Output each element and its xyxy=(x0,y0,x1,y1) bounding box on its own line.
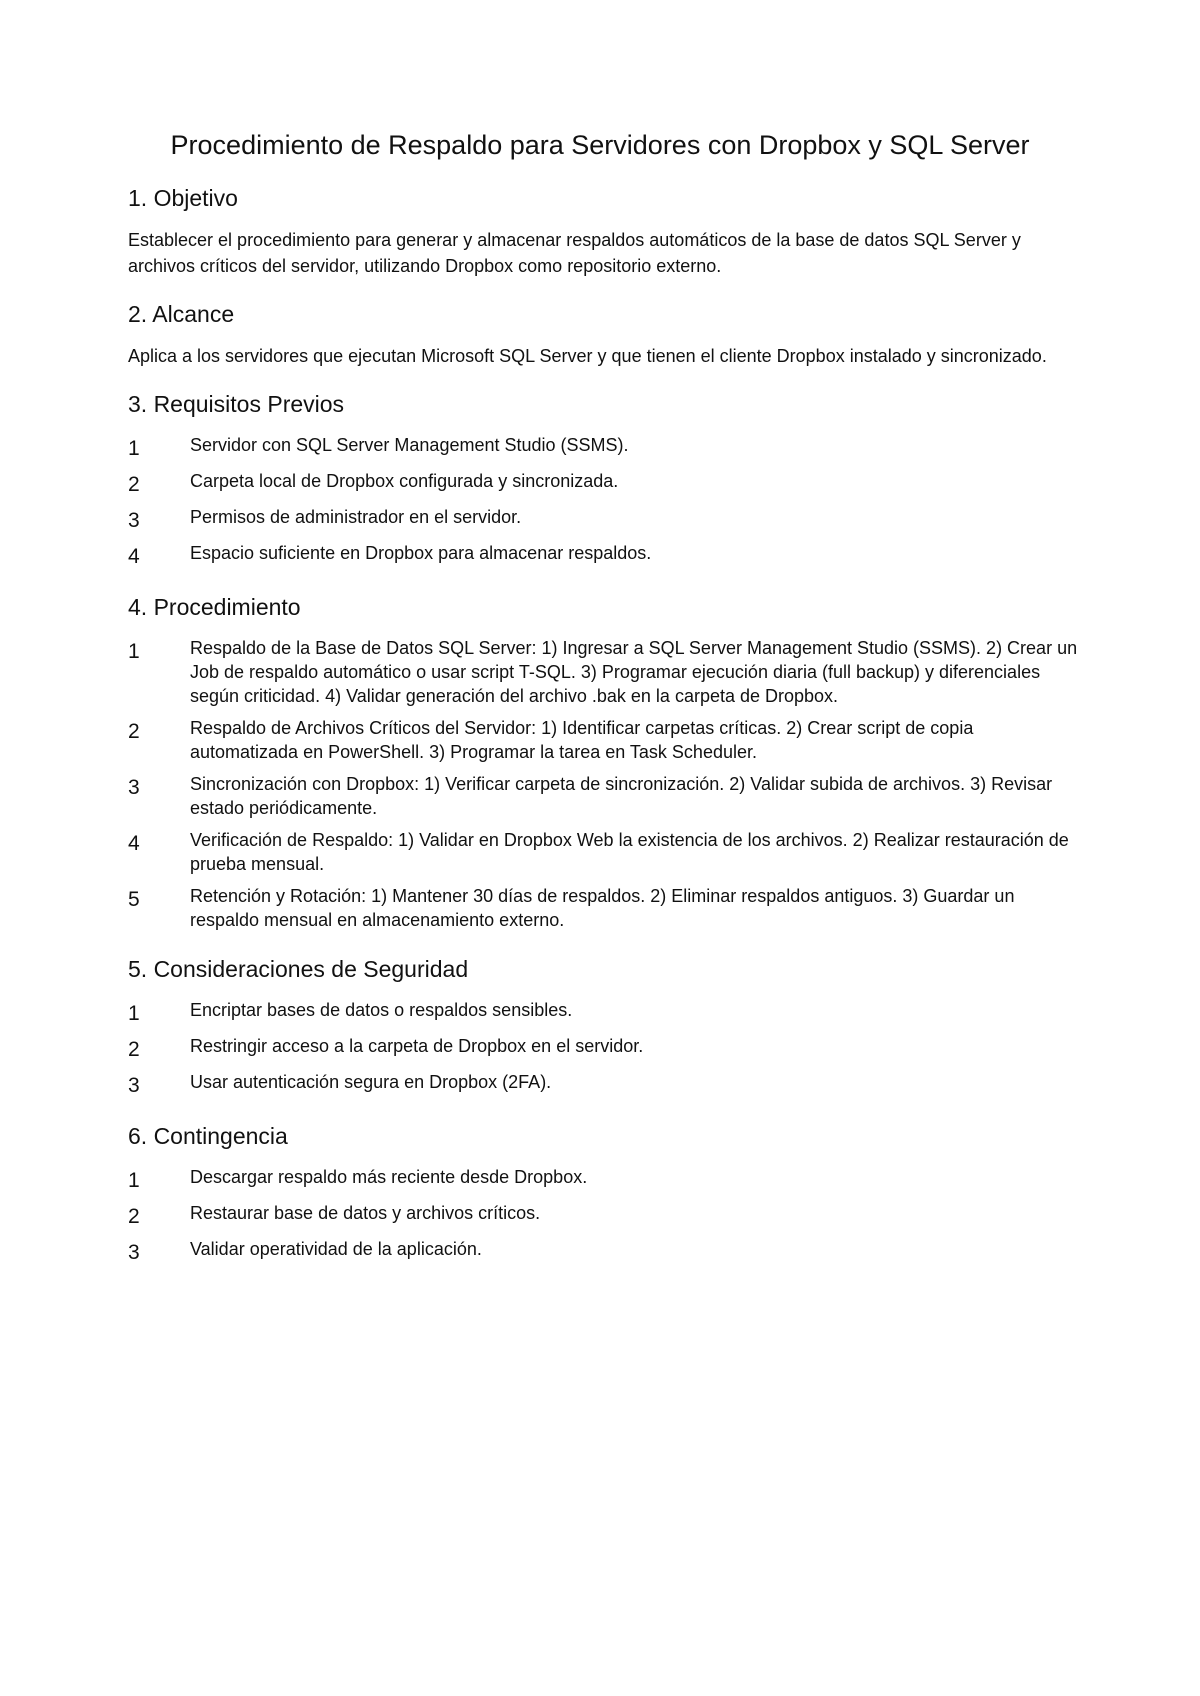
list-item-text: Respaldo de Archivos Críticos del Servidor: 1) Identificar carpetas críticas. 2) Crear script de copia automatizada en PowerShell. 3) Programar la tarea en Task Scheduler. xyxy=(190,718,974,762)
list-item-text: Sincronización con Dropbox: 1) Verificar carpeta de sincronización. 2) Validar subida de archivos. 3) Revisar estado periódicamente. xyxy=(190,774,1053,818)
list-item-number: 4 xyxy=(128,545,140,568)
list-item-number: 1 xyxy=(128,640,140,663)
list-item-text: Permisos de administrador en el servidor. xyxy=(190,507,522,527)
section-heading: 2. Alcance xyxy=(128,301,235,327)
list-item-number: 1 xyxy=(128,1169,140,1192)
section-seguridad xyxy=(128,954,1088,1099)
list-item xyxy=(128,433,1088,462)
section-heading: 6. Contingencia xyxy=(128,1123,288,1149)
list-item xyxy=(128,1201,1088,1230)
document-body xyxy=(128,183,1088,1288)
section-objetivo xyxy=(128,183,1088,279)
list-item xyxy=(128,469,1088,498)
numbered-list xyxy=(128,998,1088,1099)
section-contingencia xyxy=(128,1121,1088,1266)
numbered-list xyxy=(128,433,1088,570)
list-item-text: Carpeta local de Dropbox configurada y sincronizada. xyxy=(190,471,619,491)
list-item xyxy=(128,828,1088,876)
list-item xyxy=(128,505,1088,534)
list-item xyxy=(128,636,1088,708)
section-paragraph: Establecer el procedimiento para generar y almacenar respaldos automáticos de la base de datos SQL Server y archivos críticos del servidor, utilizando Dropbox como repositorio externo. xyxy=(128,230,1021,276)
list-item-number: 2 xyxy=(128,1205,140,1228)
section-heading: 3. Requisitos Previos xyxy=(128,391,345,417)
list-item xyxy=(128,541,1088,570)
list-item-text: Restaurar base de datos y archivos críticos. xyxy=(190,1203,541,1223)
list-item-number: 2 xyxy=(128,720,140,743)
section-procedimiento xyxy=(128,592,1088,932)
numbered-list xyxy=(128,1165,1088,1266)
list-item xyxy=(128,1237,1088,1266)
list-item-text: Servidor con SQL Server Management Studio (SSMS). xyxy=(190,435,629,455)
list-item-text: Descargar respaldo más reciente desde Dropbox. xyxy=(190,1167,588,1187)
list-item xyxy=(128,772,1088,820)
list-item-number: 3 xyxy=(128,1241,140,1264)
list-item xyxy=(128,1034,1088,1063)
section-alcance xyxy=(128,299,1088,369)
list-item xyxy=(128,716,1088,764)
section-heading: 1. Objetivo xyxy=(128,185,238,211)
list-item-number: 2 xyxy=(128,473,140,496)
list-item-number: 4 xyxy=(128,832,140,855)
list-item-number: 3 xyxy=(128,1074,140,1097)
list-item xyxy=(128,998,1088,1027)
section-paragraph: Aplica a los servidores que ejecutan Microsoft SQL Server y que tienen el cliente Dropbox instalado y sincronizado. xyxy=(128,346,1047,366)
list-item-text: Retención y Rotación: 1) Mantener 30 días de respaldos. 2) Eliminar respaldos antiguos. 3) Guardar un respaldo mensual en almacenamiento externo. xyxy=(190,886,1015,930)
list-item-text: Encriptar bases de datos o respaldos sensibles. xyxy=(190,1000,573,1020)
section-heading: 4. Procedimiento xyxy=(128,594,301,620)
list-item xyxy=(128,1165,1088,1194)
list-item-text: Espacio suficiente en Dropbox para almacenar respaldos. xyxy=(190,543,652,563)
list-item xyxy=(128,1070,1088,1099)
list-item-number: 3 xyxy=(128,509,140,532)
list-item-number: 1 xyxy=(128,437,140,460)
list-item-text: Verificación de Respaldo: 1) Validar en Dropbox Web la existencia de los archivos. 2) Realizar restauración de prueba mensual. xyxy=(190,830,1069,874)
list-item-number: 1 xyxy=(128,1002,140,1025)
list-item-number: 3 xyxy=(128,776,140,799)
section-requisitos xyxy=(128,389,1088,570)
list-item-text: Respaldo de la Base de Datos SQL Server: 1) Ingresar a SQL Server Management Studio (SSMS). 2) Crear un Job de respaldo automático o usar script T-SQL. 3) Programar ejecución diaria (full backup) y diferenciales según criticidad. 4) Validar generación del archivo .bak en la carpeta de Dropbox. xyxy=(190,638,1078,706)
list-item-text: Usar autenticación segura en Dropbox (2FA). xyxy=(190,1072,552,1092)
section-heading: 5. Consideraciones de Seguridad xyxy=(128,956,469,982)
list-item-number: 2 xyxy=(128,1038,140,1061)
list-item-text: Validar operatividad de la aplicación. xyxy=(190,1239,482,1259)
list-item xyxy=(128,884,1088,932)
list-item-number: 5 xyxy=(128,888,140,911)
numbered-list xyxy=(128,636,1088,932)
document-title: Procedimiento de Respaldo para Servidores con Dropbox y SQL Server xyxy=(170,130,1030,160)
list-item-text: Restringir acceso a la carpeta de Dropbox en el servidor. xyxy=(190,1036,644,1056)
